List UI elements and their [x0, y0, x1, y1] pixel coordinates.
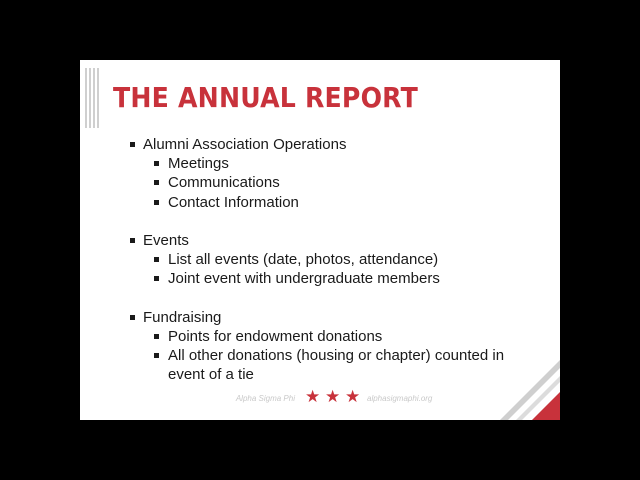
square-bullet-icon [130, 315, 135, 320]
sub-bullet-item [128, 346, 538, 384]
sub-bullet-item [128, 327, 538, 346]
section-alumni-operations [128, 135, 538, 212]
bullet-text: Alumni Association Operations [143, 136, 347, 153]
sub-bullet-text: Points for endowment donations [168, 328, 383, 345]
slide-title: THE ANNUAL REPORT [113, 81, 419, 114]
square-bullet-icon [130, 238, 135, 243]
sub-bullet-item [128, 193, 538, 212]
footer-org-name: Alpha Sigma Phi [235, 394, 295, 403]
star-icon: ★ [325, 387, 341, 406]
bullet-text: Fundraising [143, 308, 222, 326]
slide-footer [80, 387, 560, 408]
sub-bullet-text: Joint event with undergraduate members [168, 270, 440, 288]
sub-bullet-text: List all events (date, photos, attendance) [168, 251, 439, 269]
slide [80, 60, 560, 420]
bullet-item [128, 308, 538, 327]
square-bullet-icon [154, 276, 159, 281]
bullet-item [128, 231, 538, 250]
bullet-text: Events [143, 232, 189, 249]
sub-bullet-item [128, 250, 538, 269]
sub-bullet-text: Meetings [168, 155, 229, 173]
star-icon: ★ [305, 387, 321, 406]
corner-stripes-decoration [500, 360, 560, 420]
sub-bullet-item [128, 269, 538, 288]
star-icon: ★ [345, 387, 361, 406]
square-bullet-icon [130, 142, 135, 147]
sub-bullet-item [128, 173, 538, 192]
square-bullet-icon [154, 353, 159, 358]
three-stars [305, 389, 361, 405]
sub-bullet-text: All other donations (housing or chapter) counted in event of a tie [168, 347, 505, 384]
sub-bullet-text: Contact Information [168, 193, 299, 211]
square-bullet-icon [154, 334, 159, 339]
footer-website: alphasigmaphi.org [367, 394, 433, 403]
slide-body [128, 135, 538, 404]
decorative-side-bars [85, 68, 105, 128]
square-bullet-icon [154, 200, 159, 205]
square-bullet-icon [154, 161, 159, 166]
section-fundraising [128, 308, 538, 385]
square-bullet-icon [154, 257, 159, 262]
bullet-item [128, 135, 538, 154]
sub-bullet-item [128, 154, 538, 173]
section-events [128, 231, 538, 289]
sub-bullet-text: Communications [168, 174, 280, 192]
square-bullet-icon [154, 180, 159, 185]
